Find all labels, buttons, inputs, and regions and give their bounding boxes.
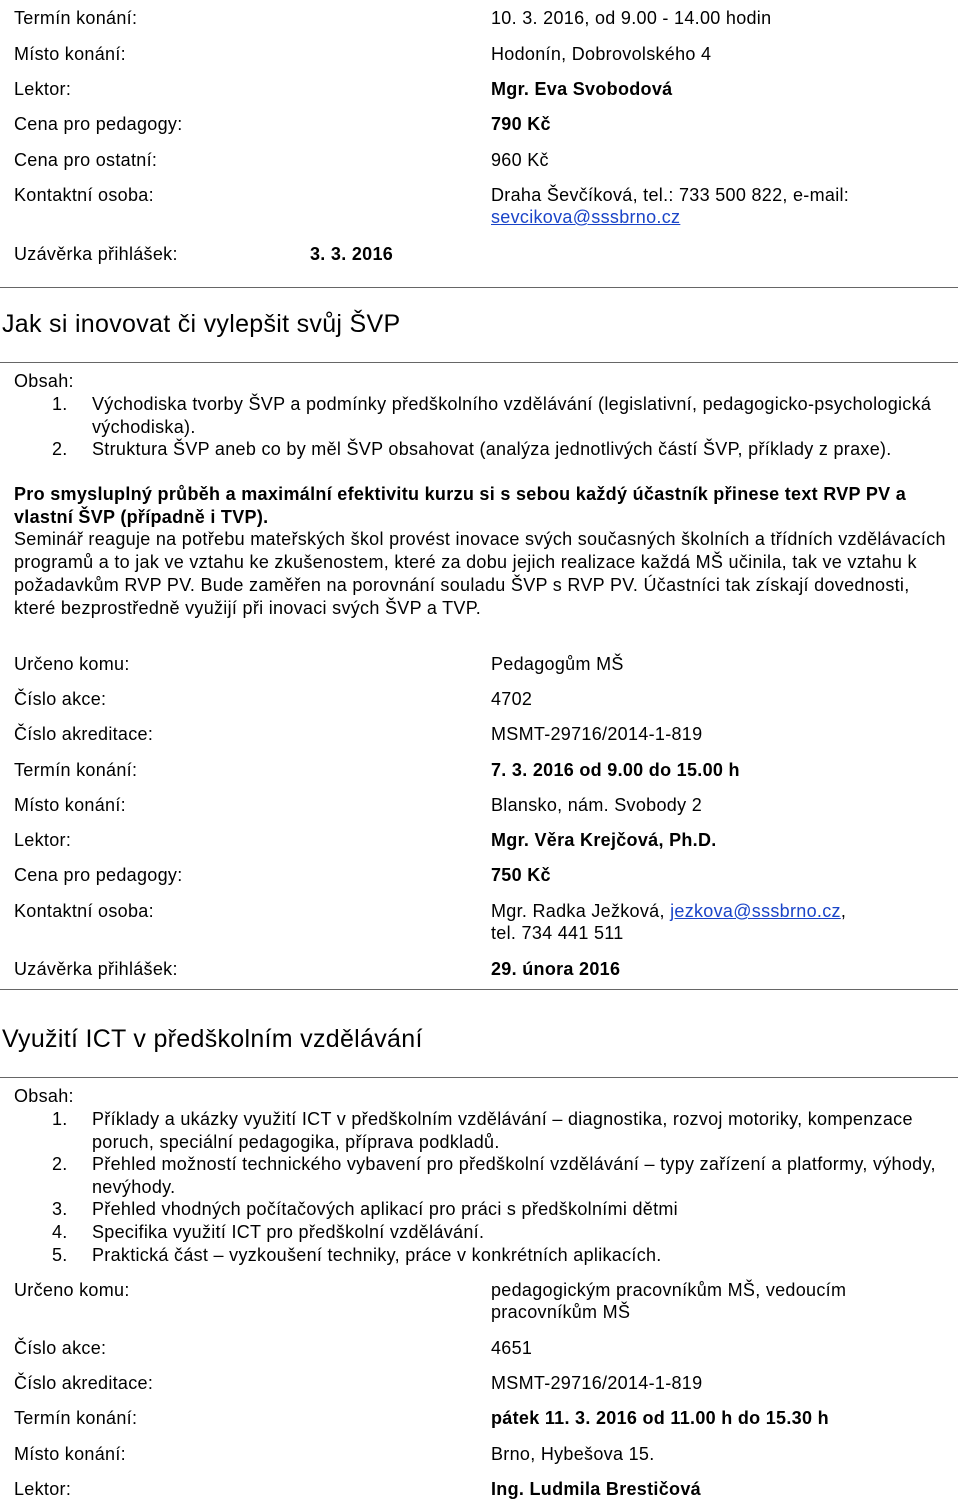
info-row [14,1478,944,1502]
row-label: Uzávěrka přihlášek: [14,244,178,264]
row-value: Hodonín, Dobrovolského 4 [491,44,712,64]
row-label: Číslo akreditace: [14,1373,154,1393]
row-label: Termín konání: [14,8,138,28]
row-label: Cena pro pedagogy: [14,865,183,885]
list-item [14,1108,949,1154]
info-row [14,958,944,982]
row-label: Místo konání: [14,1444,126,1464]
info-row [14,1337,944,1361]
divider [0,287,958,288]
row-label: Lektor: [14,830,72,850]
row-label: Termín konání: [14,1408,138,1428]
row-value: pátek 11. 3. 2016 od 11.00 h do 15.30 h [491,1408,829,1428]
info-row [14,688,944,712]
row-value: 10. 3. 2016, od 9.00 - 14.00 hodin [491,8,772,28]
contact-text: , [840,901,847,921]
row-value: Mgr. Věra Krejčová, Ph.D. [491,830,717,850]
info-row [14,1372,944,1396]
row-value: 29. února 2016 [491,959,621,979]
email-link[interactable]: jezkova@sssbrno.cz [670,901,841,921]
row-value: Blansko, nám. Svobody 2 [491,795,703,815]
item-text: Struktura ŠVP aneb co by měl ŠVP obsahovat (analýza jednotlivých částí ŠVP, příklady z praxe). [92,439,892,459]
info-row [14,794,944,818]
item-text: Specifika využití ICT pro předškolní vzdělávání. [92,1222,485,1242]
row-value: Pedagogům MŠ [491,654,624,674]
info-row [14,43,944,67]
info-row [14,184,944,232]
course-title: Jak si inovovat či vylepšit svůj ŠVP [2,310,401,338]
row-label: Číslo akce: [14,689,107,709]
list-item [14,1153,949,1199]
row-value: Mgr. Eva Svobodová [491,79,673,99]
row-label: Uzávěrka přihlášek: [14,959,178,979]
item-text: Přehled možností technického vybavení pro předškolní vzdělávání – typy zařízení a platformy, výhody, nevýhody. [92,1154,936,1197]
row-value: pedagogickým pracovníkům MŠ, vedoucím pracovníkům MŠ [491,1280,847,1322]
divider [0,989,958,990]
item-number: 1. [52,394,68,414]
course-note: Pro smysluplný průběh a maximální efektivitu kurzu si s sebou každý účastník přinese text RVP PV a vlastní ŠVP (případně i TVP). [14,484,907,527]
info-row [14,1443,944,1467]
row-label: Určeno komu: [14,1280,130,1300]
row-value: Ing. Ludmila Brestičová [491,1479,701,1499]
list-item [14,1221,949,1244]
list-item [14,1244,949,1267]
obsah-label: Obsah: [14,1086,74,1106]
row-label: Číslo akreditace: [14,724,154,744]
info-row [14,1407,944,1431]
row-label: Cena pro pedagogy: [14,114,183,134]
row-label: Místo konání: [14,795,126,815]
row-label: Místo konání: [14,44,126,64]
info-row [14,759,944,783]
row-label: Kontaktní osoba: [14,901,154,921]
info-row [14,653,944,677]
row-value: MSMT-29716/2014-1-819 [491,1373,703,1393]
item-number: 3. [52,1199,68,1219]
row-value: 4702 [491,689,533,709]
list-item [14,438,949,484]
row-value: 7. 3. 2016 od 9.00 do 15.00 h [491,760,740,780]
item-text: Praktická část – vyzkoušení techniky, práce v konkrétních aplikacích. [92,1245,662,1265]
row-value [491,900,846,944]
list-item [14,393,949,439]
course-title: Využití ICT v předškolním vzdělávání [2,1025,423,1053]
item-text: Východiska tvorby ŠVP a podmínky předškolního vzdělávání (legislativní, pedagogicko-psychologická východiska). [92,394,932,437]
contact-text: Draha Ševčíková, tel.: 733 500 822, e-mail: [491,185,850,205]
item-text: Příklady a ukázky využití ICT v předškolním vzdělávání – diagnostika, rozvoj motoriky, kompenzace poruch, speciální pedagogika, příprava podkladů. [92,1109,913,1152]
row-value: 3. 3. 2016 [310,244,394,264]
item-number: 4. [52,1222,68,1242]
info-row [14,78,944,102]
item-text: Přehled vhodných počítačových aplikací pro práci s předškolními dětmi [92,1199,678,1219]
row-value: 790 Kč [491,114,551,134]
divider [0,1077,958,1078]
row-label: Číslo akce: [14,1338,107,1358]
item-number: 5. [52,1245,68,1265]
row-label: Lektor: [14,1479,72,1499]
info-row [14,7,944,31]
row-label: Lektor: [14,79,72,99]
info-row [14,149,944,173]
row-value: 960 Kč [491,150,549,170]
obsah-label: Obsah: [14,371,74,391]
list-item [14,1198,949,1221]
email-link[interactable]: sevcikova@sssbrno.cz [491,207,681,227]
row-value: MSMT-29716/2014-1-819 [491,724,703,744]
row-label: Termín konání: [14,760,138,780]
info-row [14,113,944,137]
item-number: 2. [52,439,68,459]
deadline-value-row [310,243,510,267]
contact-text: Mgr. Radka Ježková, [491,901,671,921]
item-number: 2. [52,1154,68,1174]
divider [0,362,958,363]
item-number: 1. [52,1109,68,1129]
course-description: Seminář reaguje na potřebu mateřských škol provést inovace svých současných školních a třídních vzdělávacích programů a to jak ve vztahu ke zkušenostem, které za dobu jejich realizace každá MŠ učinila, tak ve vztahu k požadavkům RVP PV. Bude zaměřen na porovnání souladu ŠVP s RVP PV. Účastníci tak získají dovednosti, které bezprostředně využijí při inovaci svých ŠVP a TVP. [14,529,946,618]
info-row [14,864,944,888]
row-label: Kontaktní osoba: [14,185,154,205]
row-value [491,184,849,228]
contact-phone: tel. 734 441 511 [491,923,624,943]
row-label: Cena pro ostatní: [14,150,158,170]
row-value: Brno, Hybešova 15. [491,1444,655,1464]
info-row [14,1279,944,1327]
info-row [14,900,944,948]
row-label: Určeno komu: [14,654,130,674]
info-row [14,829,944,853]
row-value: 4651 [491,1338,533,1358]
row-value: 750 Kč [491,865,551,885]
info-row [14,723,944,747]
